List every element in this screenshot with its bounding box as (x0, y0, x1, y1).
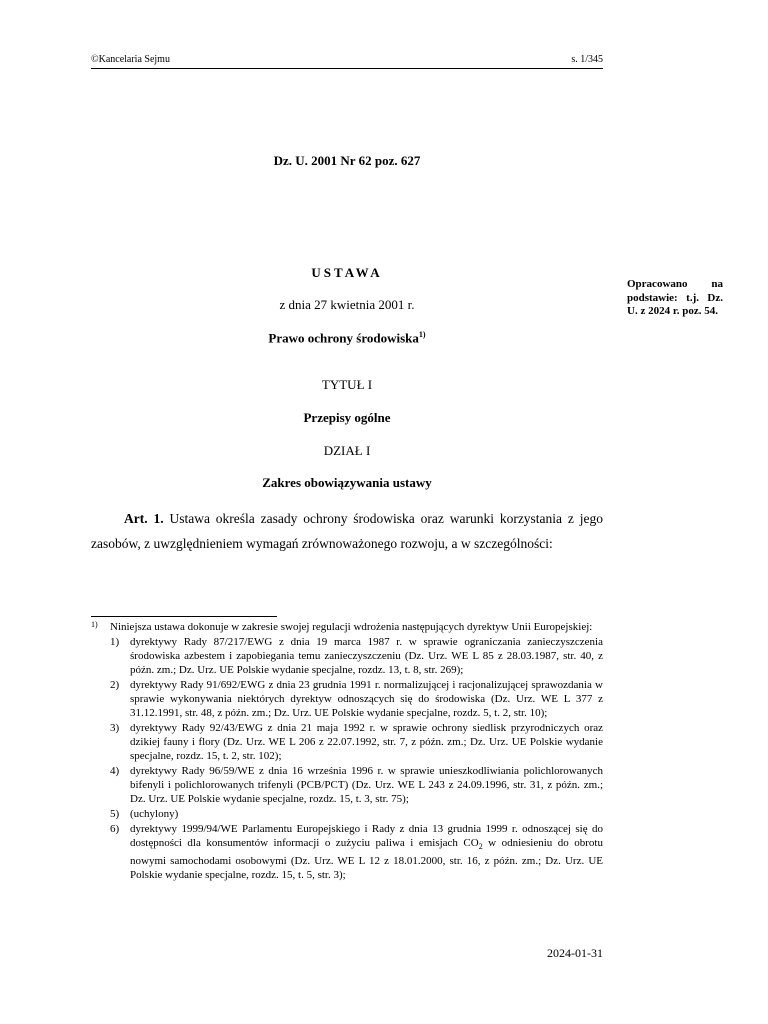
footnote-mark: 1) (91, 620, 98, 629)
list-item-number: 2) (110, 679, 120, 691)
list-item-number: 4) (110, 765, 120, 777)
act-type-heading: USTAWA (311, 265, 383, 280)
list-item (91, 764, 603, 806)
act-title (91, 330, 603, 346)
list-item-number: 6) (110, 823, 120, 835)
list-item-text (130, 823, 603, 881)
list-item-text: dyrektywy Rady 87/217/EWG z dnia 19 marca 1987 r. w sprawie ograniczania zanieczyszczenia środowiska azbestem i zapobiegania temu zanieczyszczeniu (Dz. Urz. WE L 85 z 28.03.1987, str. 40, z późn. zm.; Dz. Urz. UE Polskie wydanie specjalne, rozdz. 13, t. 8, str. 269); (130, 636, 603, 676)
footnote-intro (91, 620, 603, 634)
page-number: s. 1/345 (571, 54, 603, 65)
list-item (91, 822, 603, 882)
act-title-text: Prawo ochrony środowiska (268, 330, 419, 346)
footnote-intro-text: Niniejsza ustawa dokonuje w zakresie swojej regulacji wdrożenia następujących dyrektyw Unii Europejskiej: (110, 621, 593, 633)
article-text: Ustawa określa zasady ochrony środowiska oraz warunki korzystania z jego zasobów, z uwzględnieniem wymagań zrównoważonego rozwoju, a w szczególności: (91, 511, 603, 551)
list-item-text-start: dyrektywy 1999/94/WE Parlamentu Europejskiego i Rady z dnia 13 grudnia 1999 r. odnoszącej się do dostępności dla konsumentów informacji o zużyciu paliwa i emisjach CO (130, 823, 603, 849)
section-label: DZIAŁ I (323, 443, 371, 458)
footnotes (91, 620, 603, 882)
publisher-label: ©Kancelaria Sejmu (91, 54, 170, 65)
list-item (91, 721, 603, 763)
version-date: 2024-01-31 (547, 946, 603, 960)
list-item-text: (uchylony) (130, 808, 179, 820)
list-item-number: 5) (110, 808, 120, 820)
page-header (91, 53, 603, 69)
footnote-reference[interactable]: 1) (418, 330, 426, 339)
article-1 (91, 506, 603, 556)
list-item-number: 3) (110, 722, 120, 734)
list-item-text: dyrektywy Rady 91/692/EWG z dnia 23 grudnia 1991 r. normalizującej i racjonalizującej sprawozdania w sprawie wykonywania niektórych dyrektyw odnoszących się do środowiska (Dz. Urz. WE L 377 z 31.12.1991, str. 48, z późn. zm.; Dz. Urz. UE Polskie wydanie specjalne, rozdz. 5, t. 2, str. 10); (130, 679, 603, 719)
section-name: Zakres obowiązywania ustawy (262, 475, 432, 490)
title-label: TYTUŁ I (321, 377, 373, 392)
title-name: Przepisy ogólne (303, 410, 391, 425)
journal-reference: Dz. U. 2001 Nr 62 poz. 627 (273, 153, 421, 168)
list-item (91, 807, 603, 821)
list-item (91, 635, 603, 677)
footnote-separator (91, 616, 277, 617)
list-item-text-end: w odniesieniu do obrotu nowymi samochodami osobowymi (Dz. Urz. WE L 12 z 18.01.2000, str. 16, z późn. zm.; Dz. Urz. UE Polskie wydanie specjalne, rozdz. 15, t. 5, str. 3); (130, 837, 603, 882)
act-date: z dnia 27 kwietnia 2001 r. (279, 297, 415, 312)
subscript: 2 (478, 842, 483, 852)
consolidated-text-note: Opracowano na podstawie: t.j. Dz. U. z 2024 r. poz. 54. (627, 278, 723, 317)
article-number: Art. 1. (124, 511, 164, 526)
list-item-text: dyrektywy Rady 96/59/WE z dnia 16 września 1996 r. w sprawie unieszkodliwiania polichlorowanych bifenyli i polichlorowanych trifenyli (PCB/PCT) (Dz. Urz. WE L 243 z 24.09.1996, str. 31, z późn. zm.; Dz. Urz. UE Polskie wydanie specjalne, rozdz. 15, t. 3, str. 75); (130, 765, 603, 805)
list-item (91, 678, 603, 720)
directive-list (91, 635, 603, 882)
list-item-number: 1) (110, 636, 120, 648)
list-item-text: dyrektywy Rady 92/43/EWG z dnia 21 maja 1992 r. w sprawie ochrony siedlisk przyrodniczych oraz dzikiej fauny i flory (Dz. Urz. WE L 206 z 22.07.1992, str. 7, z późn. zm.; Dz. Urz. UE Polskie wydanie specjalne, rozdz. 15, t. 2, str. 102); (130, 722, 603, 762)
